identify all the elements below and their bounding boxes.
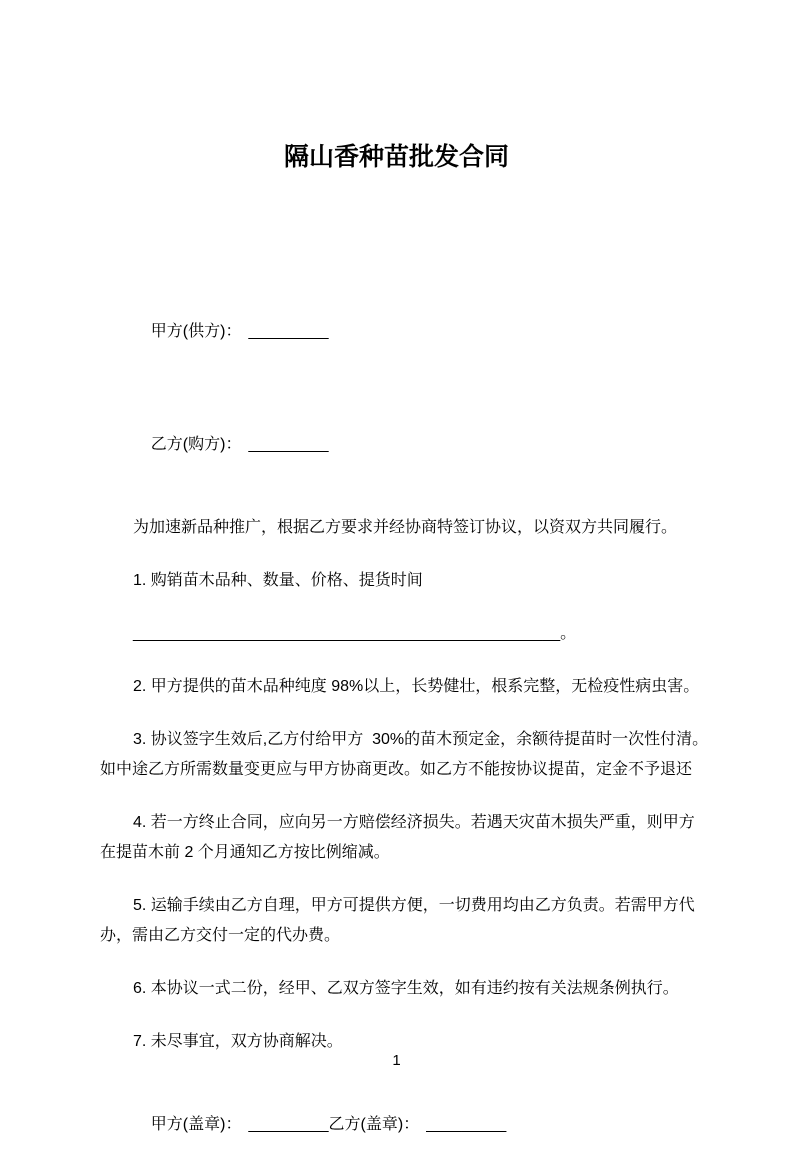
signature-party-a-blank: _________ [248, 1116, 329, 1133]
signature-line [100, 1080, 718, 1170]
clause-3 [100, 725, 718, 785]
clause-3-line-1: 3. 协议签字生效后,乙方付给甲方 30%的苗木预定金，余额待提苗时一次性付清。 [133, 731, 709, 748]
preamble-paragraph [100, 513, 718, 543]
clause-1-blank-text: ________________________________________________。 [133, 625, 577, 642]
clause-1-blank-line [100, 619, 718, 649]
clause-2 [100, 672, 718, 702]
clause-5-line-1: 5. 运输手续由乙方自理，甲方可提供方便，一切费用均由乙方负责。若需甲方代 [133, 897, 695, 914]
signature-party-b-label: 乙方(盖章)： [328, 1116, 420, 1133]
party-a-line [100, 287, 718, 377]
clause-6-text: 6. 本协议一式二份，经甲、乙双方签字生效，如有违约按有关法规条例执行。 [133, 980, 679, 997]
party-b-line [100, 400, 718, 490]
page-number: 1 [392, 1052, 401, 1069]
party-a-blank: _________ [248, 323, 329, 340]
clause-1-text: 1. 购销苗木品种、数量、价格、提货时间 [133, 572, 423, 589]
party-b-label: 乙方(购方)： [150, 436, 242, 453]
signature-party-a-label: 甲方(盖章)： [150, 1116, 242, 1133]
preamble-text: 为加速新品种推广，根据乙方要求并经协商特签订协议，以资双方共同履行。 [133, 519, 678, 536]
clause-3-line-2: 如中途乙方所需数量变更应与甲方协商更改。如乙方不能按协议提苗，定金不予退还 [100, 761, 693, 778]
clause-7-text: 7. 未尽事宜，双方协商解决。 [133, 1033, 343, 1050]
clause-4 [100, 808, 718, 868]
document-title: 隔山香种苗批发合同 [283, 143, 509, 171]
clause-2-text: 2. 甲方提供的苗木品种纯度 98%以上，长势健壮，根系完整，无检疫性病虫害。 [133, 678, 700, 695]
clause-6 [100, 974, 718, 1004]
signature-party-b-blank: _________ [426, 1116, 507, 1133]
clause-1 [100, 566, 718, 596]
party-b-blank: _________ [248, 436, 329, 453]
party-a-label: 甲方(供方)： [150, 323, 242, 340]
clause-4-line-2: 在提苗木前 2 个月通知乙方按比例缩减。 [100, 844, 390, 861]
clause-5-line-2: 办，需由乙方交付一定的代办费。 [100, 927, 341, 944]
clause-4-line-1: 4. 若一方终止合同，应向另一方赔偿经济损失。若遇天灾苗木损失严重，则甲方 [133, 814, 695, 831]
clause-5 [100, 891, 718, 951]
